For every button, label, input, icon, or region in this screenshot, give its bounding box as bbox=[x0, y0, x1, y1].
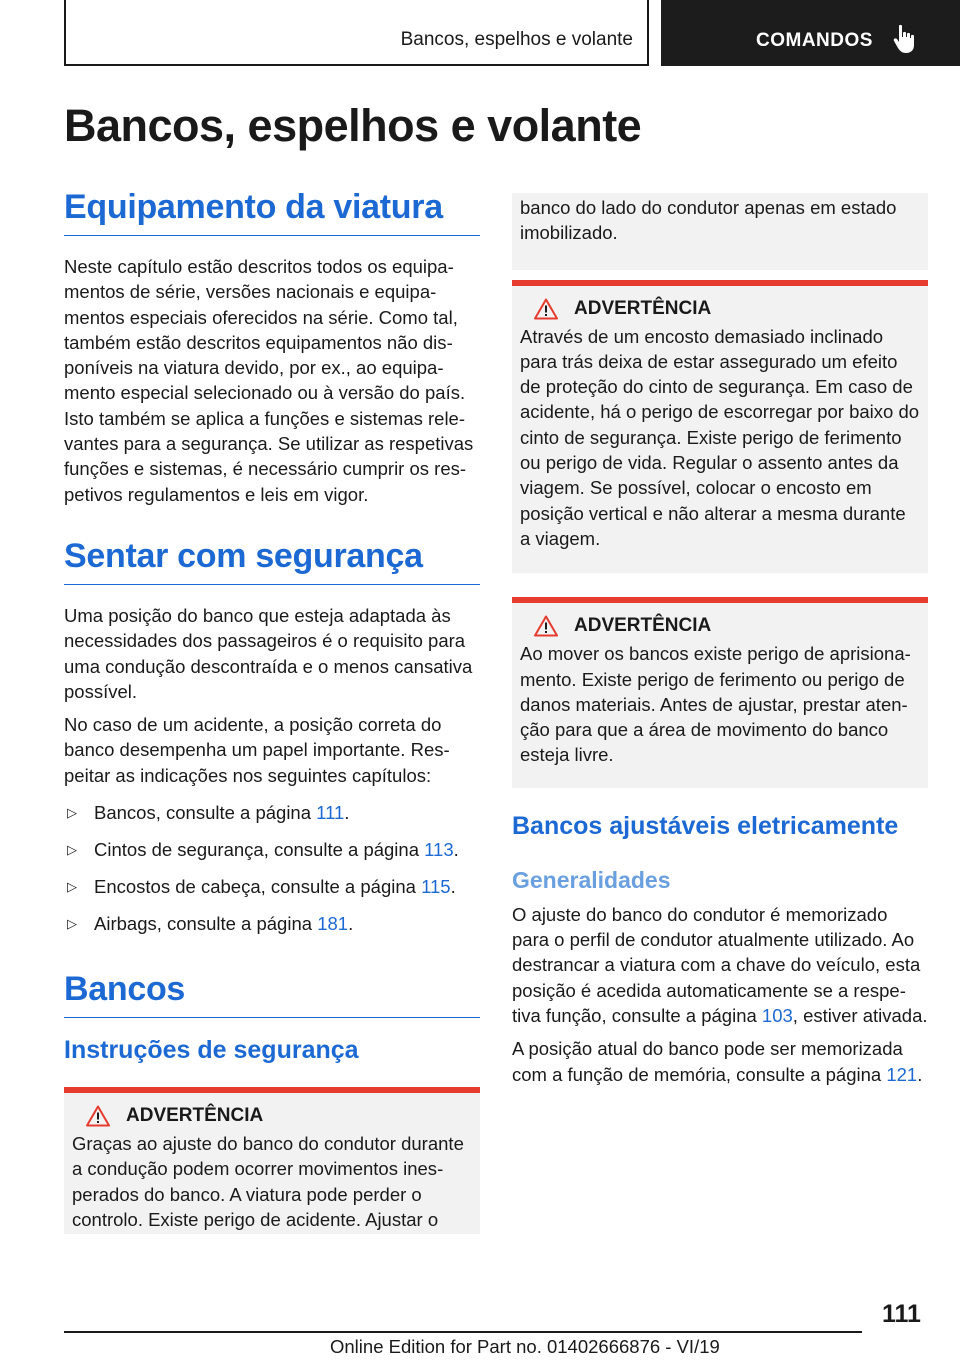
triangle-bullet-icon: ▷ bbox=[67, 916, 77, 932]
warning-box-2 bbox=[512, 280, 928, 574]
header-section-title: Bancos, espelhos e volante bbox=[400, 29, 633, 50]
triangle-bullet-icon: ▷ bbox=[67, 842, 77, 858]
warning-triangle-icon bbox=[534, 298, 558, 320]
page-link[interactable]: 111 bbox=[316, 802, 345, 824]
pointing-hand-icon bbox=[893, 24, 919, 54]
footer-divider bbox=[64, 1331, 862, 1333]
left-column bbox=[64, 188, 480, 1234]
warning-triangle-icon bbox=[534, 615, 558, 637]
warning-triangle-icon bbox=[86, 1105, 110, 1127]
page-link[interactable]: 113 bbox=[424, 839, 454, 861]
list-item: ▷ Encostos de cabeça, consulte a página 115. bbox=[67, 876, 456, 898]
warning-label: ADVERTÊNCIA bbox=[574, 297, 712, 319]
page-number: 111 bbox=[882, 1300, 921, 1328]
heading-equipamento: Equipamento da viatura bbox=[64, 188, 480, 236]
triangle-bullet-icon: ▷ bbox=[67, 805, 77, 821]
warning-box-1 bbox=[64, 1087, 480, 1234]
list-item: ▷ Cintos de segurança, consulte a página 113. bbox=[67, 839, 459, 861]
page-link[interactable]: 181 bbox=[317, 913, 349, 935]
footer-edition: Online Edition for Part no. 01402666876 - VI/19 bbox=[330, 1336, 720, 1357]
warning-text: banco do lado do condutor apenas em estado imobilizado. bbox=[520, 197, 897, 244]
list-item: ▷ Bancos, consulte a página 111. bbox=[67, 802, 350, 824]
warning-text: Através de um encosto demasiado inclinado para trás deixa de estar assegurado um efeito de proteção do cinto de segurança. Em caso de acidente, há o perigo de escorregar por baixo do cinto de segurança. Existe perigo de ferimento ou perigo de vida. Regular o assento antes da viagem. Se possível, colocar o encosto em posição vertical e não alterar a mesma durante a viagem. bbox=[520, 325, 920, 549]
page-title: Bancos, espelhos e volante bbox=[64, 100, 642, 151]
page-link[interactable]: 121 bbox=[886, 1063, 918, 1085]
reference-list bbox=[64, 800, 480, 936]
triangle-bullet-icon: ▷ bbox=[67, 879, 77, 895]
right-column bbox=[512, 193, 928, 1095]
warning-text: Graças ao ajuste do banco do condutor durante a condução podem ocorrer movimentos inesperados do banco. A viatura pode perder o controlo. Existe perigo de acidente. Ajustar o bbox=[72, 1133, 464, 1230]
warning-box-1-continued bbox=[512, 193, 928, 270]
paragraph-equipamento: Neste capítulo estão descritos todos os equipamentos de série, versões nacionais e equipamentos especiais oferecidos na série. Como tal, também estão descritos equipamentos não disponíveis na viatura devido, por ex., ao equipamento especial selecionado ou à versão do país. Isto também se aplica a funções e sistemas relevantes para a segurança. Se utilizar as respetivas funções e sistemas, é necessário cumprir os respetivos regulamentos e leis em vigor. bbox=[64, 256, 474, 505]
paragraph-sentar-2: No caso de um acidente, a posição correta do banco desempenha um papel importante. Respeitar as indicações nos seguintes capítulos: bbox=[64, 714, 450, 786]
paragraph-generalidades-1: O ajuste do banco do condutor é memorizado para o perfil de condutor atualmente utilizado. Ao destrancar a viatura com a chave do veículo, esta posição é acedida automaticamente se a respetiva função, consulte a página 103, estiver ativada. bbox=[512, 903, 928, 1026]
header-chapter-label: COMANDOS bbox=[756, 30, 873, 51]
header-section-box bbox=[64, 0, 649, 66]
heading-eletricos: Bancos ajustáveis eletricamente bbox=[512, 811, 899, 840]
warning-label: ADVERTÊNCIA bbox=[126, 1105, 264, 1127]
page-link[interactable]: 103 bbox=[761, 1004, 793, 1026]
heading-sentar: Sentar com segurança bbox=[64, 537, 480, 585]
paragraph-sentar-1: Uma posição do banco que esteja adaptada às necessidades dos passageiros é o requisito para uma condução descontraída e o menos cansativa possível. bbox=[64, 604, 473, 702]
paragraph-generalidades-2: A posição atual do banco pode ser memorizada com a função de memória, consulte a página 121. bbox=[512, 1038, 923, 1085]
warning-text: Ao mover os bancos existe perigo de aprisionamento. Existe perigo de ferimento ou perigo de danos materiais. Antes de ajustar, prestar atenção para que a área de movimento do banco esteja livre. bbox=[520, 643, 911, 766]
list-item: ▷ Airbags, consulte a página 181. bbox=[67, 913, 354, 935]
header-chapter-box bbox=[661, 0, 960, 66]
heading-bancos: Bancos bbox=[64, 970, 480, 1018]
page-link[interactable]: 115 bbox=[421, 876, 451, 898]
heading-instrucoes: Instruções de segurança bbox=[64, 1036, 359, 1065]
warning-label: ADVERTÊNCIA bbox=[574, 615, 712, 637]
heading-generalidades: Generalidades bbox=[512, 866, 671, 893]
warning-box-3 bbox=[512, 597, 928, 787]
